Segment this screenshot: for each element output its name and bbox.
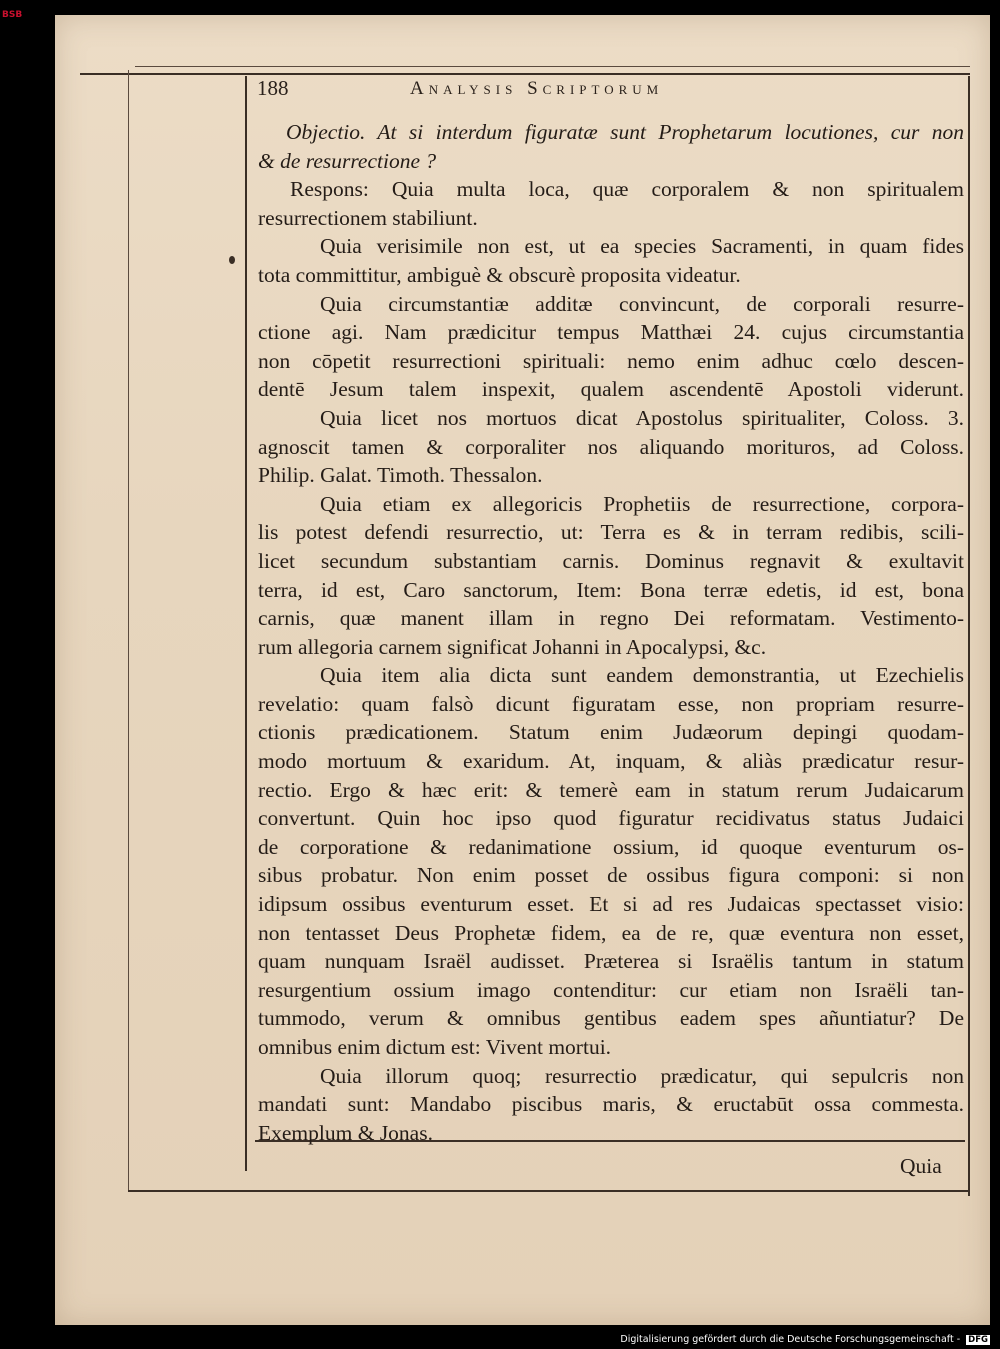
text-line: ctione agi. Nam prædicitur tempus Matthæi 24. cujus circumstantia: [258, 320, 964, 345]
text-line: resurgentium ossium imago contenditur: cur etiam non Israëli tan-: [258, 977, 964, 1002]
text-line: Exemplum & Jonas.: [258, 1120, 433, 1145]
text-line: Quia verisimile non est, ut ea species Sacramenti, in quam fides: [320, 234, 964, 259]
ink-spot: [229, 256, 235, 264]
text-line: rum allegoria carnem significat Johanni in Apocalypsi, &c.: [258, 634, 767, 659]
right-frame-rule: [968, 76, 970, 1196]
text-line: dentē Jesum talem inspexit, qualem ascendentē Apostoli viderunt.: [258, 377, 964, 402]
text-line: mandati sunt: Mandabo piscibus maris, & eructabūt ossa commesta.: [258, 1092, 964, 1117]
text-line: tummodo, verum & omnibus gentibus eadem spes añuntiatur? De: [258, 1006, 964, 1031]
text-line: Respons: Quia multa loca, quæ corporalem & non spiritualem: [290, 177, 964, 202]
dfg-logo: DFG: [968, 1335, 988, 1345]
header-rule: [80, 73, 970, 75]
header-rule-upper: [135, 66, 970, 67]
text-line: resurrectionem stabiliunt.: [258, 205, 478, 230]
text-line: Philip. Galat. Timoth. Thessalon.: [258, 463, 543, 488]
left-frame-rule: [245, 76, 247, 1171]
running-title: Analysis Scriptorum: [410, 78, 664, 99]
text-line: lis potest defendi resurrectio, ut: Terra es & in terram redibis, scili-: [258, 520, 964, 545]
text-line: Quia item alia dicta sunt eandem demonstrantia, ut Ezechielis: [320, 663, 964, 688]
text-line: quam nunquam Israël audisset. Præterea si Israëlis tantum in statum: [258, 949, 964, 974]
digitization-credit: [620, 1334, 990, 1345]
text-line: idipsum ossibus eventurum esset. Et si ad res Judaicas spectasset visio:: [258, 892, 964, 917]
text-line: Objectio. At si interdum figuratæ sunt Prophetarum locutiones, cur non: [286, 120, 964, 144]
text-line: & de resurrectione ?: [258, 148, 437, 173]
text-line: Quia etiam ex allegoricis Prophetiis de resurrectione, corpora-: [320, 491, 964, 516]
outer-margin-rule: [128, 70, 129, 1190]
catchword: Quia: [900, 1154, 942, 1178]
text-line: revelatio: quam falsò dicunt figuratam esse, non propriam resurre-: [258, 691, 964, 716]
text-line: non tentasset Deus Prophetæ fidem, ea de re, quæ eventura non esset,: [258, 920, 964, 945]
text-line: de corporatione & redanimatione ossium, id quoque eventurum os-: [258, 834, 964, 859]
text-line: Quia licet nos mortuos dicat Apostolus spiritualiter, Coloss. 3.: [320, 405, 964, 430]
text-line: agnoscit tamen & corporaliter nos aliquando morituros, ad Coloss.: [258, 434, 964, 459]
text-line: non cōpetit resurrectioni spirituali: nemo enim adhuc cœlo descen-: [258, 348, 964, 373]
text-line: rectio. Ergo & hæc erit: & temerè eam in statum rerum Judaicarum: [258, 777, 964, 802]
text-line: omnibus enim dictum est: Vivent mortui.: [258, 1035, 612, 1059]
text-line: sibus probatur. Non enim posset de ossibus figura componi: si non: [258, 863, 964, 888]
text-line: convertunt. Quin hoc ipso quod figuratur recidivatus status Judaici: [258, 806, 964, 831]
text-line: licet secundum substantiam carnis. Dominus regnavit & exultavit: [258, 548, 964, 573]
footer-rule: [128, 1190, 970, 1192]
text-line: tota committitur, ambiguè & obscurè proposita videatur.: [258, 262, 741, 287]
text-line: terra, id est, Caro sanctorum, Item: Bona terræ edetis, id est, bona: [258, 577, 964, 602]
text-line: carnis, quæ manent illam in regno Dei reformatam. Vestimento-: [258, 606, 964, 631]
page-number: 188: [257, 76, 289, 100]
body-text: [258, 118, 964, 1147]
library-mark: BSB: [2, 10, 23, 20]
text-line: Quia circumstantiæ additæ convincunt, de corporali resurre-: [320, 291, 964, 316]
text-line: Quia illorum quoq; resurrectio prædicatur, qui sepulcris non: [320, 1063, 964, 1088]
text-line: ctionis prædicationem. Statum enim Judæorum depingi quodam-: [258, 720, 964, 745]
credit-text: Digitalisierung gefördert durch die Deutsche Forschungsgemeinschaft -: [620, 1334, 961, 1345]
text-line: modo mortuum & exaridum. At, inquam, & aliàs prædicatur resur-: [258, 749, 964, 774]
